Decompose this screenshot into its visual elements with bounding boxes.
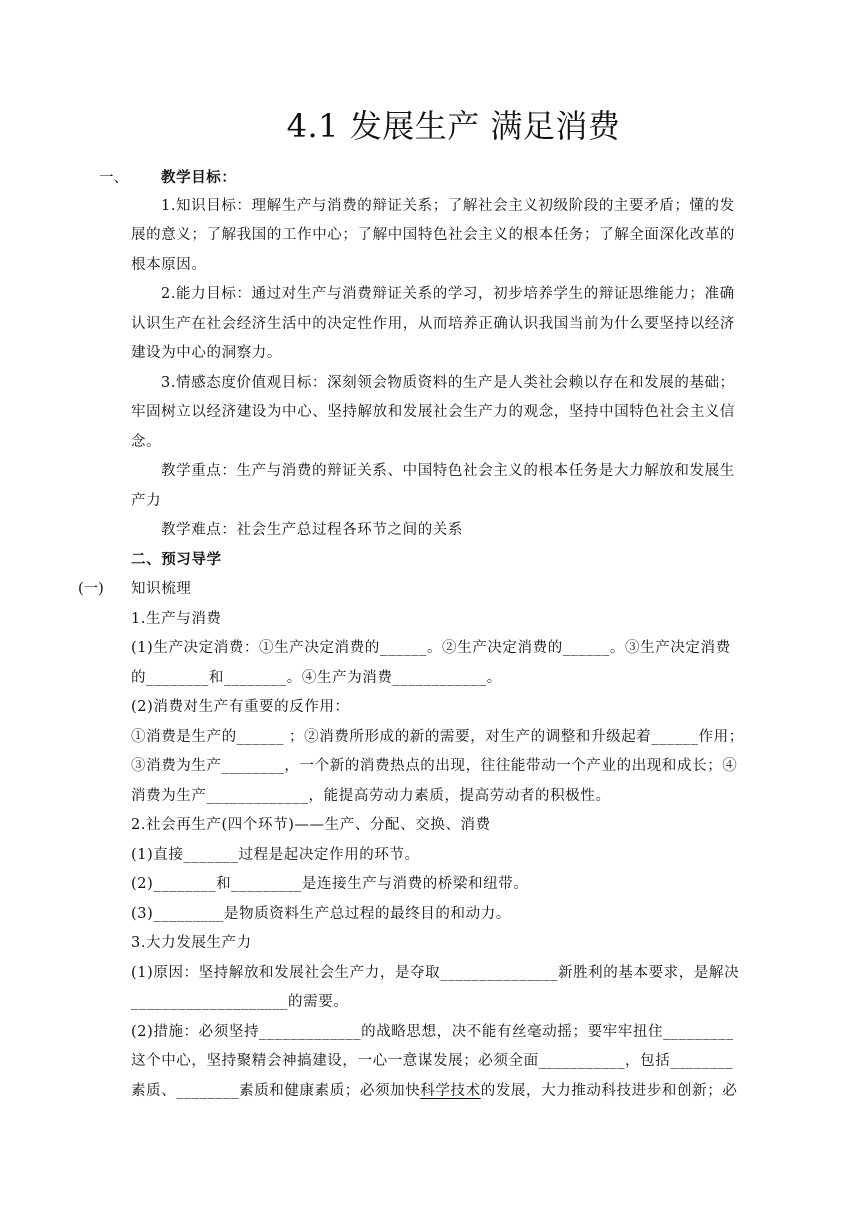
subsection-heading: 知识梳理 <box>131 581 192 597</box>
paragraph-line <box>131 1081 738 1101</box>
paragraph-line: 2.社会再生产(四个环节)——生产、分配、交换、消费 <box>131 817 491 833</box>
paragraph-line: 的________和________。④生产为消费____________。 <box>131 670 502 686</box>
paragraph-line: (1)直接_______过程是起决定作用的环节。 <box>131 847 420 863</box>
paragraph-line: ③消费为生产________，一个新的消费热点的出现，往往能带动一个产业的出现和成长；④ <box>131 758 738 774</box>
subsection-number: (一) <box>78 581 104 597</box>
text-segment: 素质、________素质和健康素质；必须加快 <box>131 1083 421 1099</box>
paragraph-line: 牢固树立以经济建设为中心、坚持解放和发展社会生产力的观念，坚持中国特色社会主义信 <box>131 404 735 420</box>
section-number: 一、 <box>99 170 128 186</box>
page-title: 4.1 发展生产 满足消费 <box>286 107 621 145</box>
paragraph-line: 1.生产与消费 <box>131 611 222 627</box>
paragraph-line: 教学难点：社会生产总过程各环节之间的关系 <box>161 522 463 538</box>
paragraph-line: 消费为生产_____________，能提高劳动力素质，提高劳动者的积极性。 <box>131 788 611 804</box>
paragraph-line: 展的意义；了解我国的工作中心；了解中国特色社会主义的根本任务；了解全面深化改革的 <box>131 227 735 243</box>
paragraph-line: 3.大力发展生产力 <box>131 935 252 951</box>
paragraph-line: 建设为中心的洞察力。 <box>131 345 282 361</box>
section-heading: 二、预习导学 <box>131 551 222 568</box>
paragraph-line: 这个中心，坚持聚精会神搞建设，一心一意谋发展；必须全面___________，包括________ <box>131 1053 734 1069</box>
paragraph-line: 1.知识目标：理解生产与消费的辩证关系；了解社会主义初级阶段的主要矛盾；懂的发 <box>161 198 735 214</box>
paragraph-line: 念。 <box>131 434 162 450</box>
paragraph-line: (1)生产决定消费：①生产决定消费的______。②生产决定消费的______。③生产决定消费 <box>131 640 731 656</box>
underlined-term: 科学技术 <box>420 1083 481 1099</box>
paragraph-line: 3.情感态度价值观目标：深刻领会物质资料的生产是人类社会赖以存在和发展的基础； <box>161 375 735 391</box>
paragraph-line: ____________________的需要。 <box>131 994 349 1010</box>
paragraph-line: (2)________和_________是连接生产与消费的桥梁和纽带。 <box>131 876 529 892</box>
paragraph-line: 根本原因。 <box>131 257 207 273</box>
paragraph-line: (2)措施：必须坚持_____________的战略思想，决不能有丝毫动摇；要牢牢扭住_________ <box>131 1024 734 1040</box>
paragraph-line: (1)原因：坚持解放和发展社会生产力，是夺取_______________新胜利的基本要求，是解决 <box>131 965 740 981</box>
paragraph-line: 产力 <box>131 493 162 509</box>
paragraph-line: 2.能力目标：通过对生产与消费辩证关系的学习，初步培养学生的辩证思维能力；准确 <box>161 286 735 302</box>
paragraph-line: (3)_________是物质资料生产总过程的最终目的和动力。 <box>131 906 511 922</box>
paragraph-line: ①消费是生产的______ ；②消费所形成的新的需要，对生产的调整和升级起着______作用； <box>131 729 744 745</box>
paragraph-line: 教学重点：生产与消费的辩证关系、中国特色社会主义的根本任务是大力解放和发展生 <box>161 463 735 479</box>
paragraph-line: 认识生产在社会经济生活中的决定性作用，从而培养正确认识我国当前为什么要坚持以经济 <box>131 316 735 332</box>
paragraph-line: (2)消费对生产有重要的反作用： <box>131 699 350 715</box>
text-segment: 的发展，大力推动科技进步和创新；必 <box>480 1083 738 1099</box>
section-heading: 教学目标： <box>161 169 237 186</box>
